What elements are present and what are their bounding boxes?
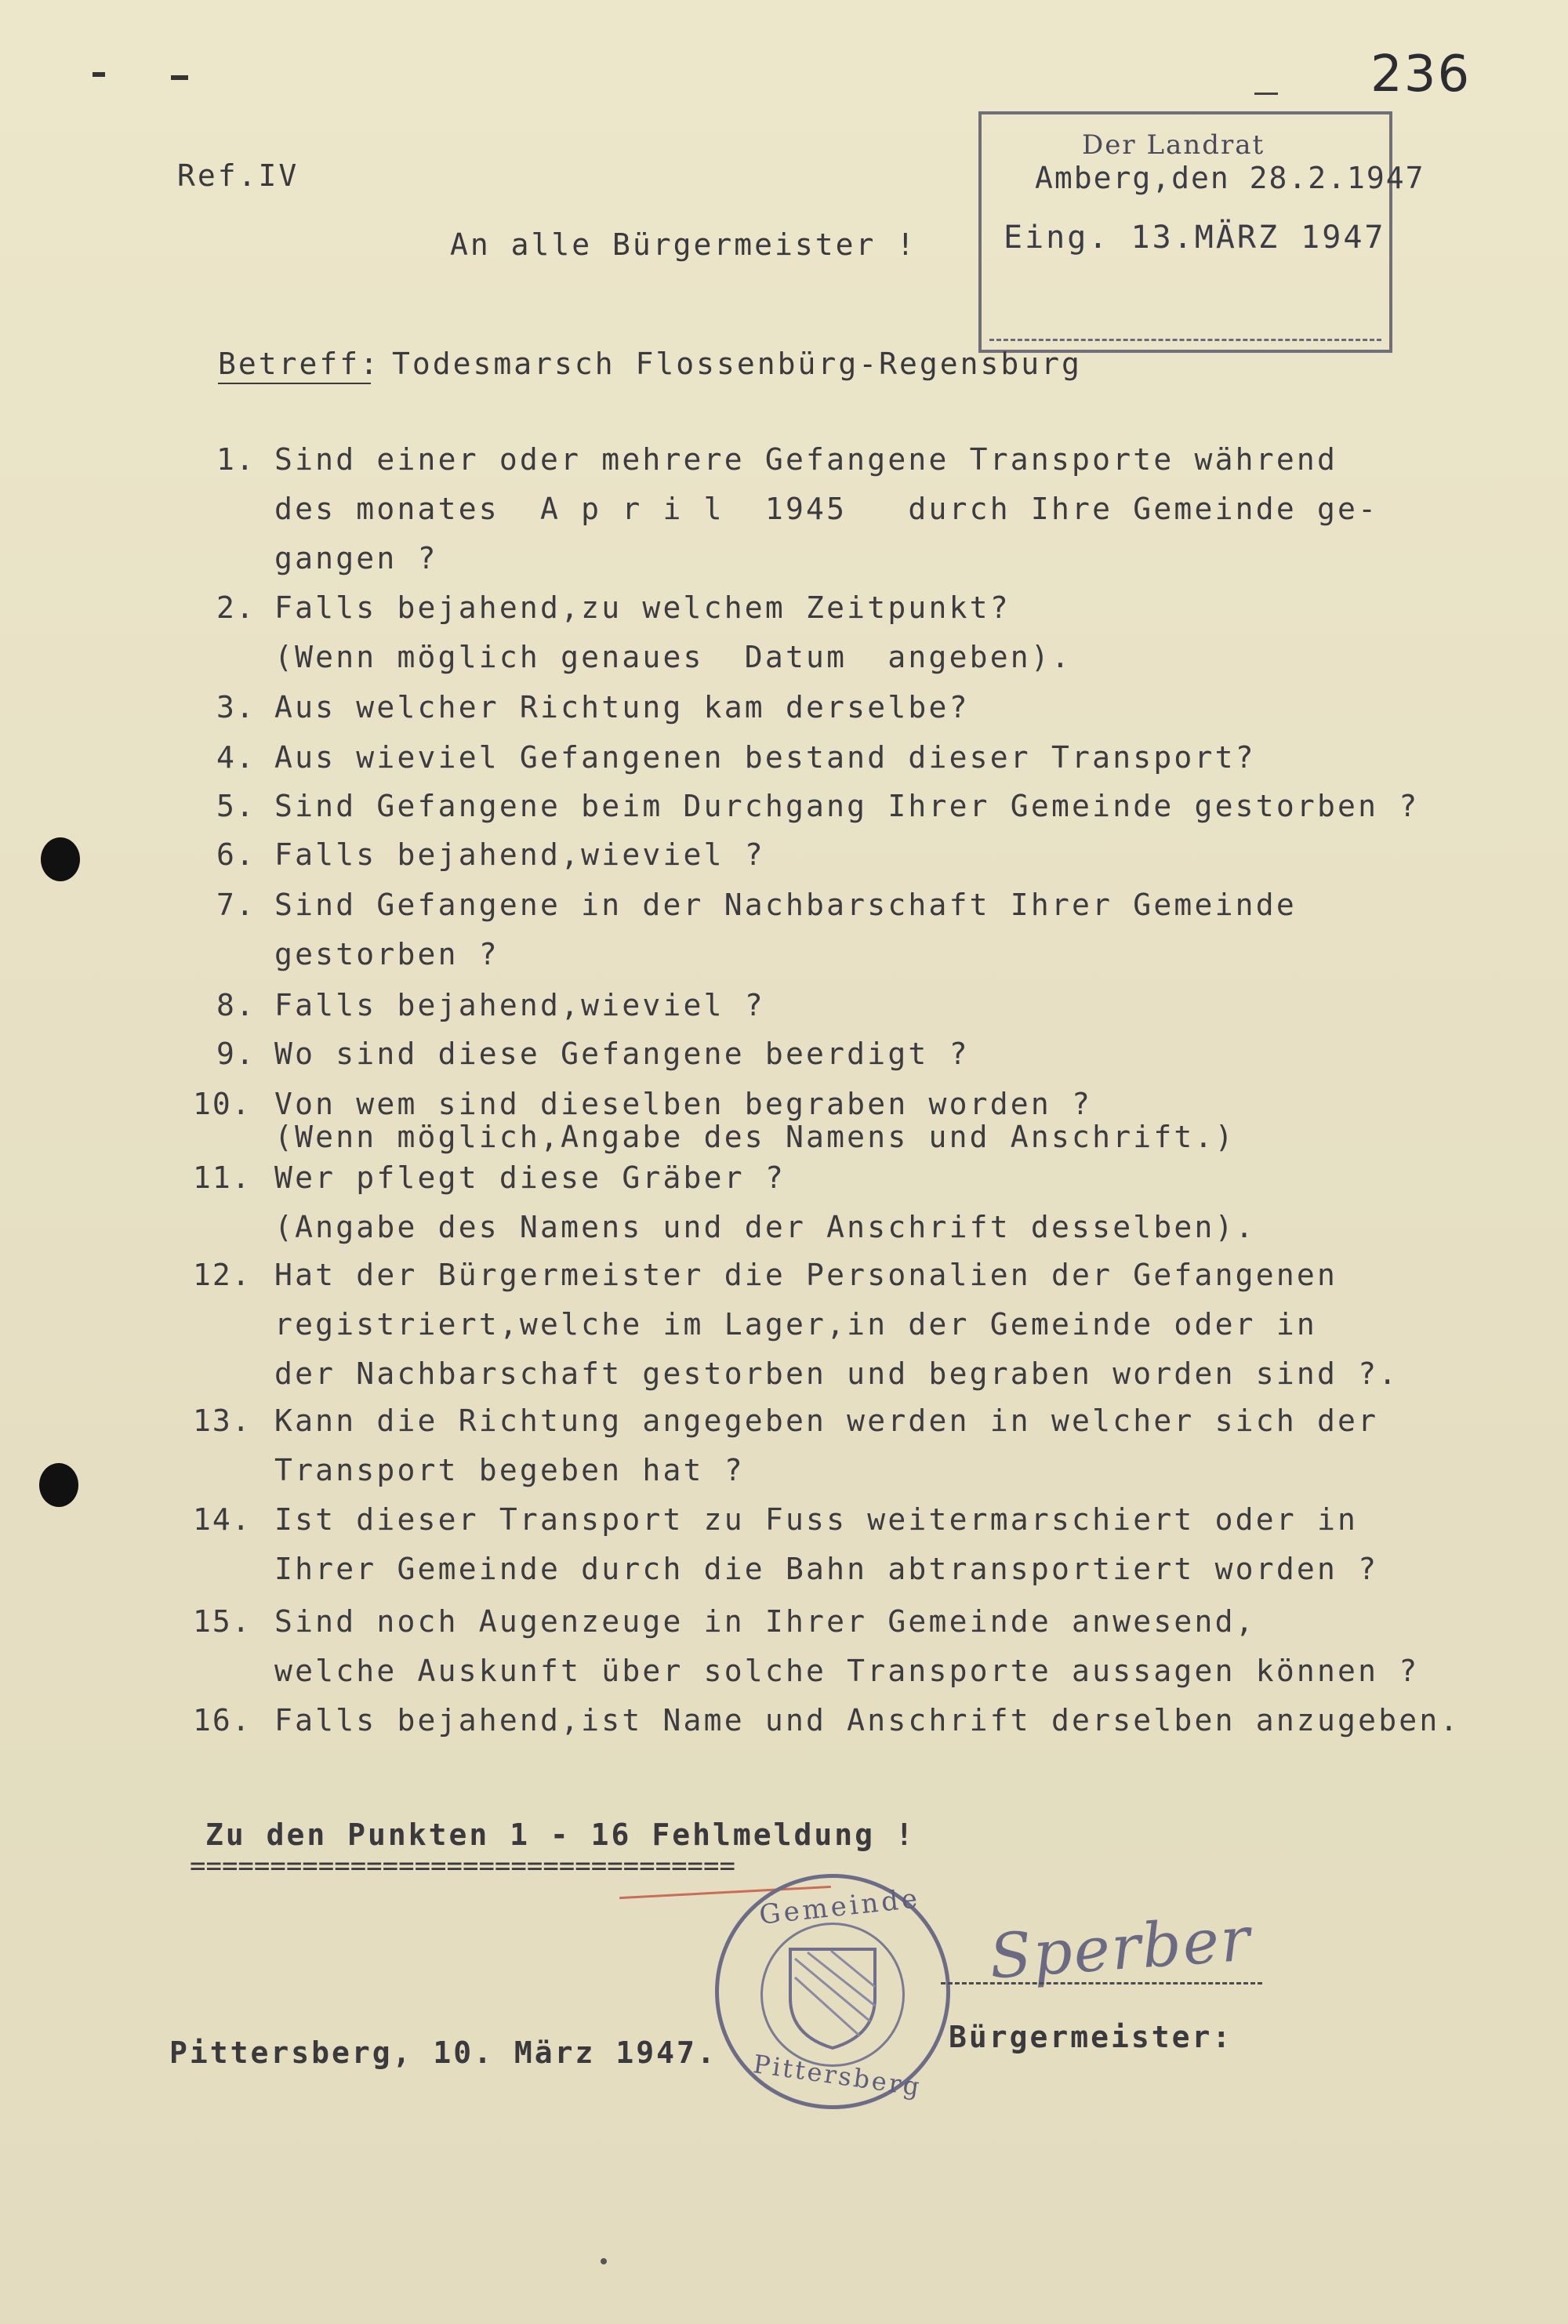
- question-number: 2.: [216, 590, 256, 625]
- subject-underline: [218, 383, 371, 384]
- question-number: 5.: [216, 789, 256, 823]
- ink-mark: [171, 75, 188, 80]
- question-text: Ihrer Gemeinde durch die Bahn abtransportiert worden ?: [274, 1552, 1379, 1586]
- question-text: gangen ?: [274, 541, 438, 576]
- question-text: registriert,welche im Lager,in der Gemeinde oder in: [274, 1307, 1317, 1342]
- question-text: Sind noch Augenzeuge in Ihrer Gemeinde anwesend,: [274, 1604, 1256, 1639]
- signature-line: [941, 1982, 1262, 1984]
- stamp-authority: Der Landrat: [1082, 129, 1265, 161]
- question-number: 15.: [193, 1604, 252, 1639]
- question-number: 7.: [216, 888, 256, 922]
- reply-text: Zu den Punkten 1 - 16 Fehlmeldung !: [205, 1817, 916, 1852]
- question-text: (Angabe des Namens und der Anschrift desselben).: [274, 1210, 1256, 1244]
- sign-place-date: Pittersberg, 10. März 1947.: [169, 2035, 717, 2070]
- question-text: Falls bejahend,wieviel ?: [274, 988, 765, 1022]
- question-number: 16.: [193, 1703, 252, 1738]
- question-text: der Nachbarschaft gestorben und begraben worden sind ?.: [274, 1356, 1399, 1391]
- question-text: Wo sind diese Gefangene beerdigt ?: [274, 1037, 970, 1071]
- seal-bottom-text: Pittersberg: [751, 2049, 924, 2102]
- question-number: 14.: [193, 1502, 252, 1537]
- question-number: 6.: [216, 837, 256, 872]
- signatory-title: Bürgermeister:: [949, 2020, 1233, 2054]
- question-text: Transport begeben hat ?: [274, 1453, 745, 1487]
- question-number: 4.: [216, 740, 256, 775]
- folio-number: 236: [1370, 45, 1472, 103]
- question-number: 12.: [193, 1258, 252, 1292]
- subject-text: Todesmarsch Flossenbürg-Regensburg: [392, 347, 1082, 381]
- question-text: Hat der Bürgermeister die Personalien der Gefangenen: [274, 1258, 1338, 1292]
- question-number: 9.: [216, 1037, 256, 1071]
- stamp-received-date: Eing. 13.MÄRZ 1947: [1004, 220, 1386, 256]
- reply-rule: ==================================: [190, 1850, 735, 1882]
- ink-mark: [93, 72, 105, 77]
- question-text: Sind einer oder mehrere Gefangene Transporte während: [274, 442, 1338, 477]
- question-number: 10.: [193, 1087, 252, 1121]
- question-text: Von wem sind dieselben begraben worden ?: [274, 1087, 1093, 1121]
- punch-hole: [41, 837, 80, 881]
- question-number: 3.: [216, 690, 256, 724]
- coat-of-arms-icon: [784, 1943, 881, 2053]
- punch-hole: [39, 1463, 78, 1507]
- question-text: welche Auskunft über solche Transporte aussagen können ?: [274, 1654, 1420, 1688]
- question-number: 13.: [193, 1403, 252, 1438]
- question-number: 11.: [193, 1160, 252, 1195]
- ink-dot: [601, 2258, 607, 2264]
- question-text: (Wenn möglich genaues Datum angeben).: [274, 640, 1073, 674]
- signature: Sperber: [987, 1904, 1254, 1993]
- question-text: Falls bejahend,wieviel ?: [274, 837, 765, 872]
- ink-mark: [1254, 93, 1278, 95]
- subject-label: Betreff:: [218, 347, 381, 381]
- question-text: (Wenn möglich,Angabe des Namens und Anschrift.): [274, 1120, 1236, 1154]
- letter-place-date: Amberg,den 28.2.1947: [1035, 161, 1425, 195]
- question-text: des monates A p r i l 1945 durch Ihre Gemeinde ge-: [274, 492, 1379, 526]
- question-number: 8.: [216, 988, 256, 1022]
- question-text: gestorben ?: [274, 937, 499, 971]
- question-text: Sind Gefangene beim Durchgang Ihrer Gemeinde gestorben ?: [274, 789, 1420, 823]
- question-text: Kann die Richtung angegeben werden in welcher sich der: [274, 1403, 1379, 1438]
- question-text: Wer pflegt diese Gräber ?: [274, 1160, 786, 1195]
- addressee: An alle Bürgermeister !: [450, 227, 917, 262]
- seal-top-text: Gemeinde: [757, 1883, 922, 1931]
- question-text: Sind Gefangene in der Nachbarschaft Ihrer Gemeinde: [274, 888, 1297, 922]
- question-text: Aus welcher Richtung kam derselbe?: [274, 690, 970, 724]
- stamp-dashed-line: [989, 339, 1381, 341]
- reference-code: Ref.IV: [177, 158, 299, 193]
- question-text: Falls bejahend,ist Name und Anschrift derselben anzugeben.: [274, 1703, 1461, 1738]
- question-text: Ist dieser Transport zu Fuss weitermarschiert oder in: [274, 1502, 1359, 1537]
- question-text: Aus wieviel Gefangenen bestand dieser Transport?: [274, 740, 1256, 775]
- question-text: Falls bejahend,zu welchem Zeitpunkt?: [274, 590, 1011, 625]
- question-number: 1.: [216, 442, 256, 477]
